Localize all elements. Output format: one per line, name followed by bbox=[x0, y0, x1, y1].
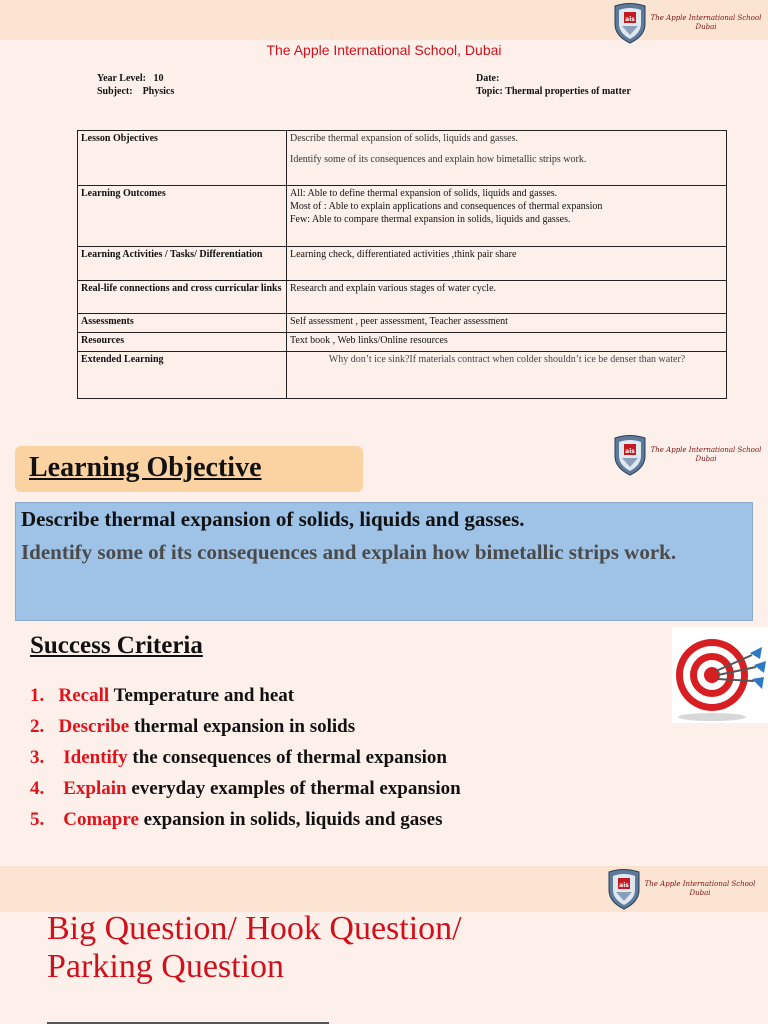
table-row bbox=[78, 247, 727, 281]
criterion-text: everyday examples of thermal expansion bbox=[131, 778, 461, 799]
row-key-text: Learning Activities / Tasks/ Differentiation bbox=[81, 249, 263, 260]
subject-value: Physics bbox=[142, 86, 175, 97]
school-crest-icon bbox=[612, 2, 648, 44]
row-key bbox=[78, 131, 287, 186]
row-line: Why don’t ice sink?If materials contract when colder shouldn’t ice be denser than water? bbox=[328, 354, 686, 365]
school-crest-icon bbox=[612, 434, 648, 476]
row-line: Most of : Able to explain applications and consequences of thermal expansion bbox=[290, 201, 603, 212]
row-value bbox=[287, 247, 727, 281]
year-level-row bbox=[97, 72, 174, 85]
table-row bbox=[78, 314, 727, 333]
subject-row bbox=[97, 85, 174, 98]
row-line: Describe thermal expansion of solids, liquids and gasses. bbox=[290, 133, 519, 144]
row-key-text: Lesson Objectives bbox=[81, 133, 158, 144]
criterion-text: thermal expansion in solids bbox=[133, 716, 356, 737]
row-key bbox=[78, 186, 287, 247]
meta-left bbox=[97, 72, 174, 98]
topic-value: Thermal properties of matter bbox=[505, 86, 631, 97]
success-criteria-title: Success Criteria bbox=[30, 632, 203, 659]
learning-objective-slide bbox=[0, 432, 768, 866]
row-line: Learning check, differentiated activities ,think pair share bbox=[290, 249, 517, 260]
criterion-number: 1. bbox=[30, 685, 45, 706]
criterion-item bbox=[30, 685, 294, 707]
table-row bbox=[78, 131, 727, 186]
objective-box bbox=[15, 502, 753, 621]
row-line: Text book , Web links/Online resources bbox=[290, 335, 448, 346]
criterion-verb: Describe bbox=[58, 716, 130, 737]
year-level-value: 10 bbox=[153, 73, 164, 84]
objective-2: Identify some of its consequences and explain how bimetallic strips work. bbox=[21, 540, 677, 564]
row-key-text: Assessments bbox=[81, 316, 134, 327]
criterion-verb: Identify bbox=[63, 747, 128, 768]
criterion-number: 2. bbox=[30, 716, 45, 737]
row-value bbox=[287, 281, 727, 314]
criterion-verb: Comapre bbox=[63, 809, 139, 830]
big-question-slide bbox=[0, 866, 768, 1024]
row-value bbox=[287, 131, 727, 186]
criterion-number: 4. bbox=[30, 778, 45, 799]
table-row bbox=[78, 352, 727, 399]
school-crest-icon bbox=[606, 868, 642, 910]
school-title: The Apple International School, Dubai bbox=[266, 42, 502, 58]
criterion-number: 5. bbox=[30, 809, 45, 830]
meta-right bbox=[476, 72, 631, 98]
school-logo bbox=[612, 434, 762, 476]
criterion-item bbox=[30, 809, 443, 831]
row-line: All: Able to define thermal expansion of solids, liquids and gasses. bbox=[290, 188, 558, 199]
target-icon bbox=[672, 627, 768, 723]
school-logo-text: The Apple International School Dubai bbox=[650, 446, 762, 463]
row-key bbox=[78, 314, 287, 333]
school-logo-text: The Apple International School Dubai bbox=[644, 880, 756, 897]
criterion-text: Temperature and heat bbox=[113, 685, 295, 706]
row-value bbox=[287, 314, 727, 333]
lesson-plan-slide bbox=[0, 0, 768, 432]
school-logo-text: The Apple International School Dubai bbox=[650, 14, 762, 31]
row-key-text: Resources bbox=[81, 335, 125, 346]
criterion-item bbox=[30, 747, 447, 769]
row-line: Identify some of its consequences and explain how bimetallic strips work. bbox=[290, 154, 587, 165]
date-label: Date: bbox=[476, 73, 500, 84]
row-key bbox=[78, 247, 287, 281]
criterion-verb: Explain bbox=[63, 778, 127, 799]
lesson-plan-table bbox=[77, 130, 727, 399]
objective-1: Describe thermal expansion of solids, liquids and gasses. bbox=[21, 507, 525, 531]
row-line: Research and explain various stages of water cycle. bbox=[290, 283, 497, 294]
criterion-text: expansion in solids, liquids and gases bbox=[143, 809, 443, 830]
criterion-item bbox=[30, 716, 355, 738]
year-level-label: Year Level: bbox=[97, 73, 146, 84]
row-value bbox=[287, 352, 727, 399]
school-logo bbox=[606, 868, 756, 910]
criterion-text: the consequences of thermal expansion bbox=[132, 747, 447, 768]
row-key-text: Learning Outcomes bbox=[81, 188, 166, 199]
subject-label: Subject: bbox=[97, 86, 133, 97]
row-key bbox=[78, 352, 287, 399]
date-row bbox=[476, 72, 631, 85]
school-logo bbox=[612, 2, 762, 44]
big-question-line-1: Big Question/ Hook Question/ bbox=[47, 910, 462, 947]
row-key-text: Extended Learning bbox=[81, 354, 164, 365]
topic-label: Topic: bbox=[476, 86, 503, 97]
table-row bbox=[78, 333, 727, 352]
row-value bbox=[287, 186, 727, 247]
criterion-item bbox=[30, 778, 461, 800]
row-line: Self assessment , peer assessment, Teacher assessment bbox=[290, 316, 508, 327]
row-key bbox=[78, 281, 287, 314]
big-question-title bbox=[47, 910, 462, 986]
topic-row bbox=[476, 85, 631, 98]
row-value bbox=[287, 333, 727, 352]
learning-objective-title: Learning Objective bbox=[29, 452, 262, 483]
big-question-line-2: Parking Question bbox=[47, 948, 285, 985]
row-key bbox=[78, 333, 287, 352]
row-line: Few: Able to compare thermal expansion in solids, liquids and gasses. bbox=[290, 214, 571, 225]
criterion-verb: Recall bbox=[58, 685, 110, 706]
learning-objective-title-box bbox=[15, 446, 363, 492]
criterion-number: 3. bbox=[30, 747, 45, 768]
table-row bbox=[78, 186, 727, 247]
table-row bbox=[78, 281, 727, 314]
row-key-text: Real-life connections and cross curricular links bbox=[81, 283, 282, 294]
